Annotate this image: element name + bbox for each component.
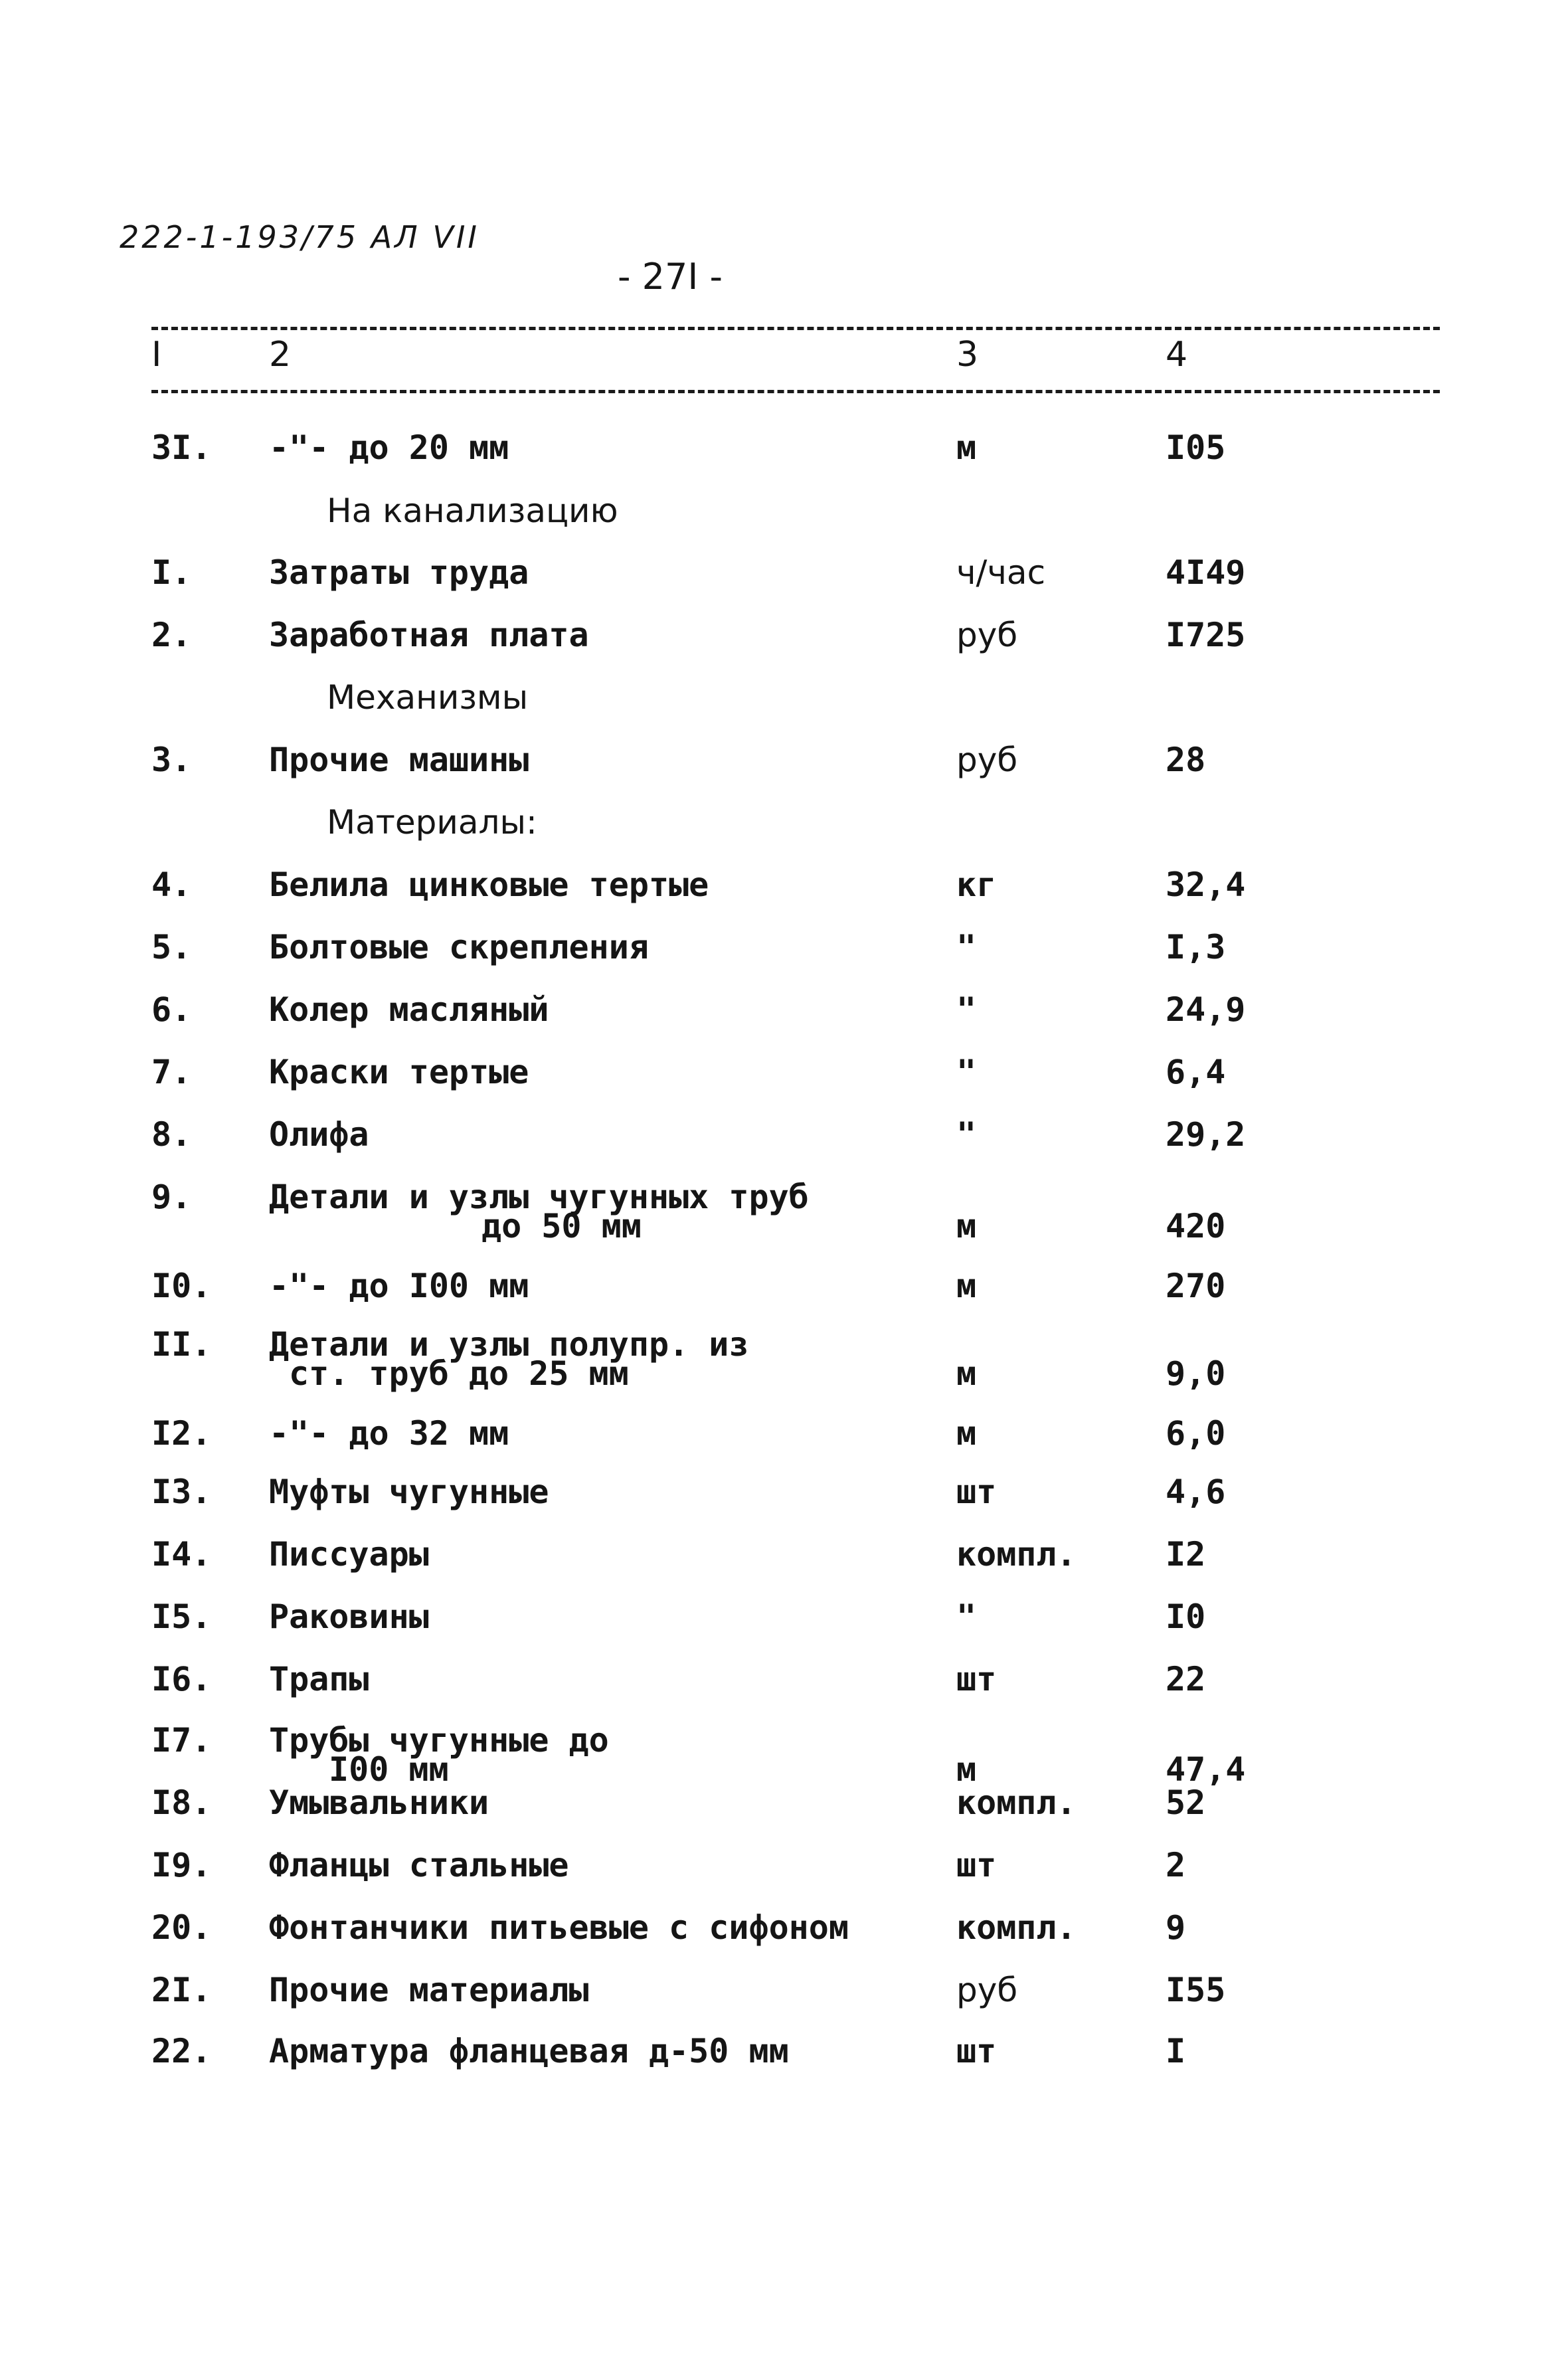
value-cell: 47,4 [1166, 1750, 1246, 1789]
row-number: 5. [151, 928, 192, 966]
item-name: Олифа [269, 1115, 369, 1154]
row-number: 2I. [151, 1971, 212, 2009]
item-name-cell [269, 1971, 589, 2009]
item-name-cell [269, 1721, 609, 1789]
table-header-row [0, 332, 1568, 385]
item-name: Болтовые скрепления [269, 928, 649, 966]
page-number: - 27I - [618, 256, 723, 298]
item-name-cell [269, 1325, 749, 1393]
unit-cell: шт [956, 1660, 997, 1698]
item-name: Раковины [269, 1597, 429, 1636]
value-cell: I2 [1166, 1535, 1206, 1574]
unit-cell: руб [956, 1971, 1018, 2009]
table-header-rule [151, 390, 1440, 393]
value-cell: I [1166, 2032, 1186, 2070]
item-name-cell [269, 928, 649, 966]
item-name-continuation: I00 мм [329, 1750, 449, 1789]
item-name-cell [269, 1535, 429, 1574]
item-name-cell [269, 1660, 369, 1698]
row-number: 22. [151, 2032, 212, 2070]
item-name-cell [269, 1178, 809, 1245]
row-number: I0. [151, 1267, 212, 1305]
unit-cell: м [956, 1207, 977, 1245]
item-name: Детали и узлы полупр. из [269, 1325, 749, 1364]
row-number: II. [151, 1325, 212, 1364]
section-heading: На канализацию [327, 492, 618, 530]
item-name-cell [269, 1908, 849, 1947]
value-cell: I55 [1166, 1971, 1226, 2009]
item-name: Трапы [269, 1660, 369, 1698]
unit-cell: компл. [956, 1908, 1077, 1947]
unit-cell: компл. [956, 1535, 1077, 1574]
row-number: I9. [151, 1846, 212, 1884]
row-number: 7. [151, 1053, 192, 1091]
item-name: Заработная плата [269, 616, 589, 654]
item-name-continuation: ст. труб до 25 мм [289, 1354, 629, 1393]
value-cell: 52 [1166, 1783, 1206, 1822]
unit-cell: кг [956, 865, 997, 904]
value-cell: 9,0 [1166, 1354, 1226, 1393]
item-name: Белила цинковые тертые [269, 865, 709, 904]
item-name: Трубы чугунные до [269, 1721, 609, 1760]
item-name-cell [269, 1846, 569, 1884]
item-name: Фланцы стальные [269, 1846, 569, 1884]
unit-cell: м [956, 428, 977, 467]
row-number: I6. [151, 1660, 212, 1698]
value-cell: I05 [1166, 428, 1226, 467]
value-cell: 28 [1166, 741, 1206, 779]
item-name: -"- до 20 мм [269, 428, 509, 467]
item-name: Краски тертые [269, 1053, 529, 1091]
value-cell: 22 [1166, 1660, 1206, 1698]
unit-cell: " [956, 1053, 977, 1091]
item-name: -"- до 32 мм [269, 1414, 509, 1453]
value-cell: 29,2 [1166, 1115, 1246, 1154]
value-cell: 4,6 [1166, 1473, 1226, 1511]
value-cell: 6,0 [1166, 1414, 1226, 1453]
value-cell: 420 [1166, 1207, 1226, 1245]
unit-cell: м [956, 1267, 977, 1305]
row-number: 3. [151, 741, 192, 779]
item-name: Писсуары [269, 1535, 429, 1574]
value-cell: 9 [1166, 1908, 1186, 1947]
row-number: I8. [151, 1783, 212, 1822]
column-header-4: 4 [1166, 335, 1188, 375]
value-cell: 270 [1166, 1267, 1226, 1305]
row-number: 6. [151, 990, 192, 1029]
item-name-cell [269, 1473, 549, 1511]
row-number: 3I. [151, 428, 212, 467]
document-code: 222-1-193/75 АЛ VII [120, 219, 479, 255]
column-header-3: 3 [956, 335, 979, 375]
item-name-cell [269, 990, 549, 1029]
unit-cell: " [956, 990, 977, 1029]
row-number: 4. [151, 865, 192, 904]
row-number: I2. [151, 1414, 212, 1453]
row-number: 2. [151, 616, 192, 654]
item-name-cell [269, 865, 709, 904]
item-name-cell [269, 553, 529, 592]
item-name: Прочие материалы [269, 1971, 589, 2009]
value-cell: 6,4 [1166, 1053, 1226, 1091]
item-name-cell [269, 1267, 529, 1305]
unit-cell: шт [956, 1473, 997, 1511]
section-heading: Механизмы [327, 678, 529, 717]
item-name: Колер масляный [269, 990, 549, 1029]
item-name: Умывальники [269, 1783, 489, 1822]
unit-cell: " [956, 1115, 977, 1154]
unit-cell: м [956, 1750, 977, 1789]
item-name-cell [269, 1053, 529, 1091]
value-cell: I0 [1166, 1597, 1206, 1636]
value-cell: 2 [1166, 1846, 1186, 1884]
row-number: 9. [151, 1178, 192, 1216]
item-name: Фонтанчики питьевые с сифоном [269, 1908, 849, 1947]
item-name-cell [269, 741, 529, 779]
value-cell: 4I49 [1166, 553, 1246, 592]
item-name: Прочие машины [269, 741, 529, 779]
unit-cell: шт [956, 1846, 997, 1884]
value-cell: 24,9 [1166, 990, 1246, 1029]
unit-cell: " [956, 928, 977, 966]
unit-cell: шт [956, 2032, 997, 2070]
item-name-cell [269, 1597, 429, 1636]
unit-cell: м [956, 1354, 977, 1393]
item-name-cell [269, 428, 509, 467]
column-header-2: 2 [269, 335, 292, 375]
item-name: Затраты труда [269, 553, 529, 592]
table-top-rule [151, 327, 1440, 330]
row-number: I3. [151, 1473, 212, 1511]
unit-cell: ч/час [956, 553, 1046, 592]
item-name-continuation: до 50 мм [481, 1207, 642, 1245]
row-number: I4. [151, 1535, 212, 1574]
value-cell: I,3 [1166, 928, 1226, 966]
item-name-cell [269, 1414, 509, 1453]
value-cell: I725 [1166, 616, 1246, 654]
unit-cell: " [956, 1597, 977, 1636]
item-name-cell [269, 2032, 789, 2070]
row-number: I. [151, 553, 192, 592]
item-name-cell [269, 1783, 489, 1822]
item-name: Муфты чугунные [269, 1473, 549, 1511]
item-name-cell [269, 1115, 369, 1154]
unit-cell: руб [956, 616, 1018, 654]
unit-cell: руб [956, 741, 1018, 779]
column-header-1: I [151, 335, 162, 375]
row-number: I7. [151, 1721, 212, 1760]
item-name: Арматура фланцевая д-50 мм [269, 2032, 789, 2070]
row-number: 20. [151, 1908, 212, 1947]
unit-cell: м [956, 1414, 977, 1453]
item-name-cell [269, 616, 589, 654]
row-number: 8. [151, 1115, 192, 1154]
item-name: Детали и узлы чугунных труб [269, 1178, 809, 1216]
row-number: I5. [151, 1597, 212, 1636]
section-heading: Материалы: [327, 803, 537, 842]
unit-cell: компл. [956, 1783, 1077, 1822]
value-cell: 32,4 [1166, 865, 1246, 904]
item-name: -"- до I00 мм [269, 1267, 529, 1305]
